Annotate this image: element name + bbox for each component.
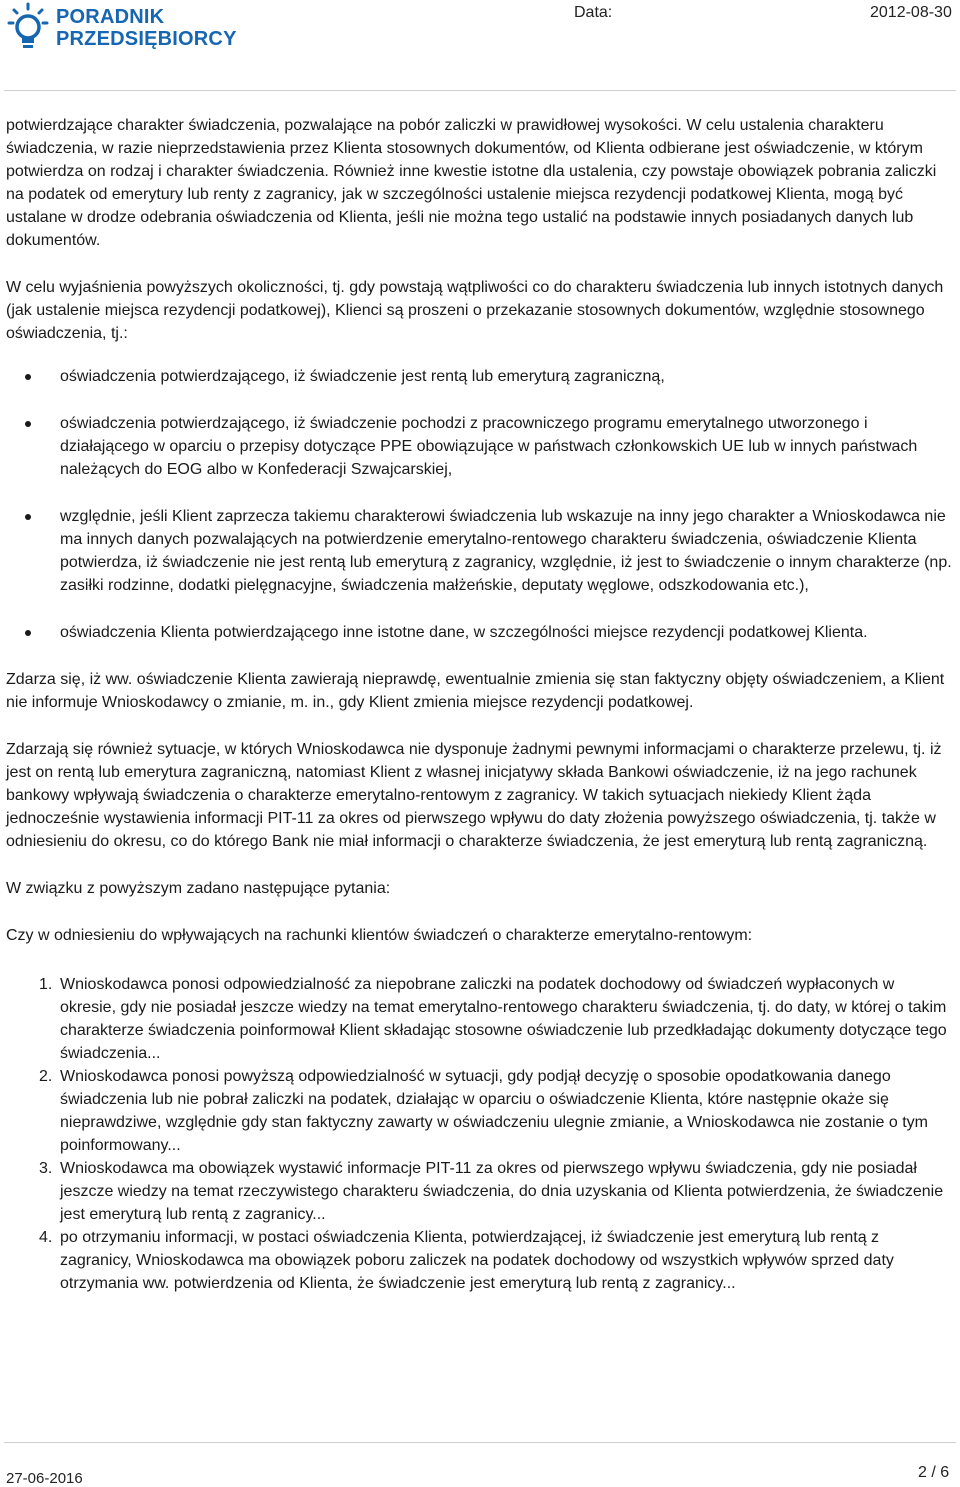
list-item xyxy=(6,621,954,644)
date-value: 2012-08-30 xyxy=(870,4,952,21)
list-item xyxy=(6,973,954,1065)
question-list xyxy=(6,973,954,1295)
bullet-icon xyxy=(25,514,31,520)
list-number: 3. xyxy=(39,1160,53,1177)
list-item-text: Wnioskodawca ponosi powyższą odpowiedzialność w sytuacji, gdy podjął decyzję o sposobie opodatkowania danego świadczenia lub nie pobrał zaliczki na podatek, działając w oparciu o oświadczenie Klienta, które następnie okaże się nieprawdziwe, względnie gdy stan faktyczny zawarty w oświadczeniu ulegnie zmianie, a Wnioskodawca nie zostanie o tym poinformowany... xyxy=(60,1068,928,1154)
paragraph: Zdarzają się również sytuacje, w których Wnioskodawca nie dysponuje żadnymi pewnymi informacjami o charakterze przelewu, tj. iż jest on rentą lub emerytura zagraniczną, natomiast Klient z własnej inicjatywy składa Bankowi oświadczenie, iż na jego rachunek bankowy wpływają świadczenia o charakterze emerytalno-rentowym z zagranicy. W takich sytuacjach niekiedy Klient żąda jednocześnie wystawienia informacji PIT-11 za okres od pierwszego wpływu do daty złożenia powyższego oświadczenia, tj. także w odniesieniu do okresu, co do którego Bank nie miał informacji o charakterze świadczenia, że jest emeryturą lub rentą zagraniczną. xyxy=(6,741,942,850)
paragraph: Czy w odniesieniu do wpływających na rachunki klientów świadczeń o charakterze emerytalno-rentowym: xyxy=(6,927,753,944)
page-header xyxy=(0,0,960,90)
page-number: 2 / 6 xyxy=(918,1464,950,1481)
list-item xyxy=(6,1226,954,1295)
bullet-icon xyxy=(25,630,31,636)
document-body xyxy=(6,114,954,1295)
list-item xyxy=(6,505,954,597)
list-item-text: względnie, jeśli Klient zaprzecza takiemu charakterowi świadczenia lub wskazuje na inny jego charakter a Wnioskodawca nie ma innych danych pozwalających na potwierdzenie emerytalno-rentowego charakteru świadczenia, oświadczenie Klienta potwierdza, iż świadczenie nie jest rentą lub emeryturą z zagranicy, względnie, iż jest to świadczenie o innym charakterze (np. zasiłki rodzinne, dodatki pielęgnacyjne, świadczenia małżeńskie, deputaty węglowe, odszkodowania etc.), xyxy=(60,508,952,594)
date-label: Data: xyxy=(574,4,613,21)
list-number: 2. xyxy=(39,1068,53,1085)
list-item-text: oświadczenia potwierdzającego, iż świadczenie jest rentą lub emeryturą zagraniczną, xyxy=(60,368,665,385)
logo xyxy=(6,2,236,54)
paragraph: W celu wyjaśnienia powyższych okoliczności, tj. gdy powstają wątpliwości co do charakteru świadczenia lub innych istotnych danych (jak ustalenie miejsca rezydencji podatkowej), Klienci są proszeni o przekazanie stosownych dokumentów, względnie stosownego oświadczenia, tj.: xyxy=(6,279,944,342)
list-item-text: oświadczenia potwierdzającego, iż świadczenie pochodzi z pracowniczego programu emerytalnego utworzonego i działającego w oparciu o przepisy dotyczące PPE obowiązujące w państwach członkowskich UE lub w innych państwach należących do EOG albo w Konfederacji Szwajcarskiej, xyxy=(60,415,918,478)
footer-date: 27-06-2016 xyxy=(6,1470,83,1487)
list-item-text: oświadczenia Klienta potwierdzającego inne istotne dane, w szczególności miejsce rezydencji podatkowej Klienta. xyxy=(60,624,868,641)
list-item-text: Wnioskodawca ma obowiązek wystawić informacje PIT-11 za okres od pierwszego wpływu świadczenia, gdy nie posiadał jeszcze wiedzy na temat rzeczywistego charakteru świadczenia, do dnia uzyskania od Klienta potwierdzenia, że świadczenie jest emeryturą lub rentą z zagranicy... xyxy=(60,1160,944,1223)
logo-line-2: PRZEDSIĘBIORCY xyxy=(56,28,237,50)
bullet-icon xyxy=(25,374,31,380)
paragraph: W związku z powyższym zadano następujące pytania: xyxy=(6,880,391,897)
bullet-icon xyxy=(25,421,31,427)
list-item xyxy=(6,1065,954,1157)
header-divider xyxy=(4,90,956,91)
paragraph: potwierdzające charakter świadczenia, pozwalające na pobór zaliczki w prawidłowej wysokości. W celu ustalenia charakteru świadczenia, w razie nieprzedstawienia przez Klienta stosownych dokumentów, od Klienta odbierane jest oświadczenie, w którym potwierdza on rodzaj i charakter świadczenia. Również inne kwestie istotne dla ustalenia, czy powstaje obowiązek pobrania zaliczki na podatek od emerytury lub renty z zagranicy, jak w szczególności ustalenie miejsca rezydencji podatkowej Klienta, mogą być ustalane w drodze odebrania oświadczenia od Klienta, jeśli nie można tego ustalić na podstawie innych posiadanych danych lub dokumentów. xyxy=(6,117,937,249)
list-number: 4. xyxy=(39,1229,53,1246)
list-item-text: po otrzymaniu informacji, w postaci oświadczenia Klienta, potwierdzającej, iż świadczenie jest emeryturą lub rentą z zagranicy, Wnioskodawca ma obowiązek poboru zaliczek na podatek dochodowy od wszystkich wpływów sprzed daty otrzymania ww. potwierdzenia od Klienta, że świadczenie jest emeryturą lub rentą z zagranicy... xyxy=(60,1229,894,1292)
bullet-list xyxy=(6,365,954,644)
paragraph: Zdarza się, iż ww. oświadczenie Klienta zawierają nieprawdę, ewentualnie zmienia się stan faktyczny objęty oświadczeniem, a Klient nie informuje Wnioskodawcy o zmianie, m. in., gdy Klient zmienia miejsce rezydencji podatkowej. xyxy=(6,671,945,711)
list-item-text: Wnioskodawca ponosi odpowiedzialność za niepobrane zaliczki na podatek dochodowy od świadczeń wypłaconych w okresie, gdy nie posiadał jeszcze wiedzy na temat emerytalno-rentowego charakteru świadczenia, tj. do daty, w której o takim charakterze świadczenia poinformował Klient składając stosowne oświadczenie lub przedkładając dokumenty dotyczące tego świadczenia... xyxy=(60,976,947,1062)
lightbulb-icon xyxy=(6,2,50,52)
footer-divider xyxy=(4,1442,956,1443)
list-item xyxy=(6,365,954,388)
logo-line-1: PORADNIK xyxy=(56,6,165,28)
list-item xyxy=(6,412,954,481)
list-item xyxy=(6,1157,954,1226)
list-number: 1. xyxy=(39,976,53,993)
logo-text xyxy=(56,6,237,50)
